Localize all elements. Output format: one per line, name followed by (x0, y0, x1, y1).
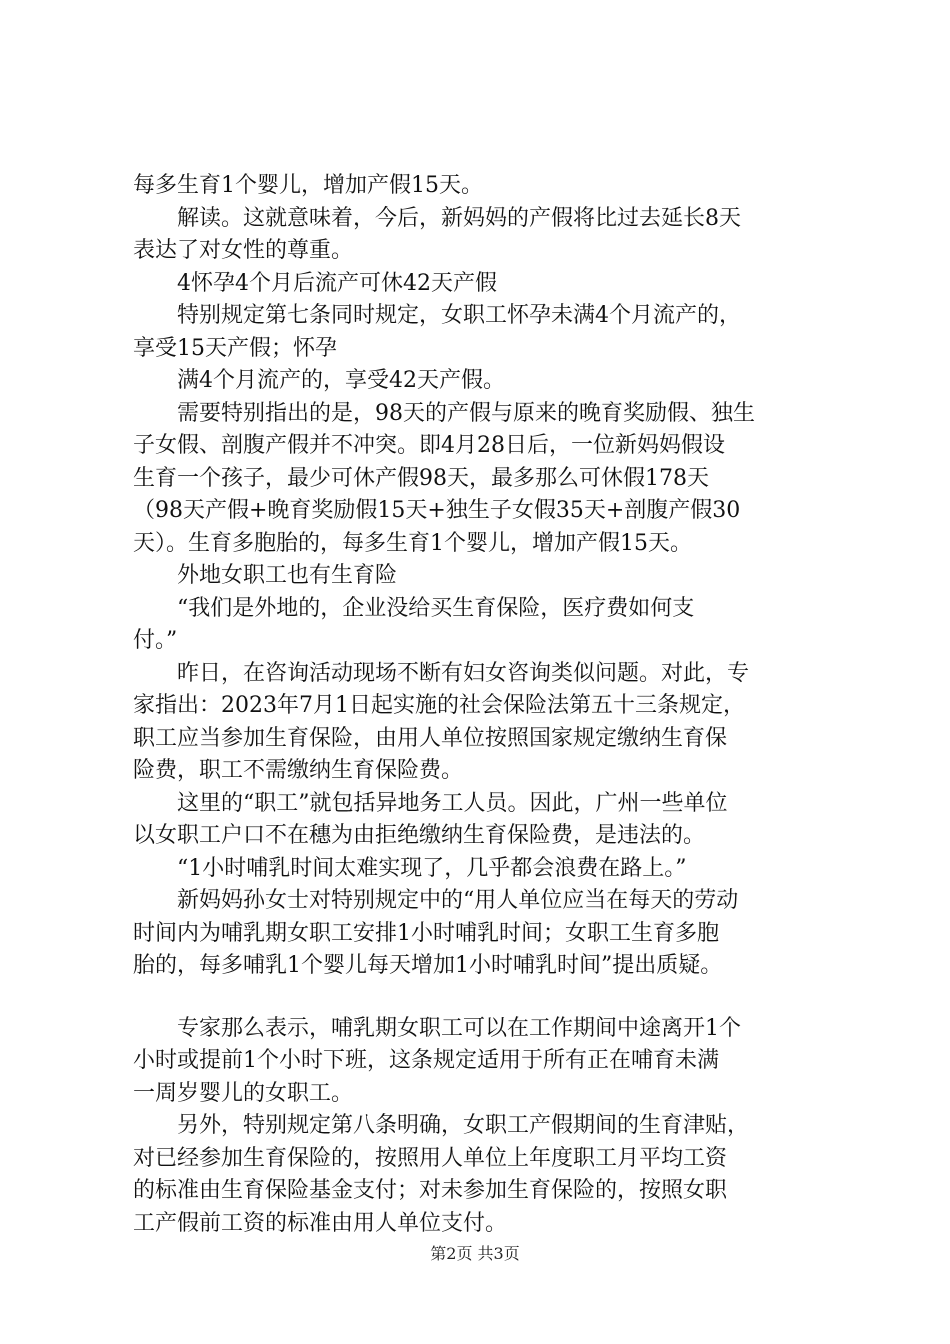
text-line: 工产假前工资的标准由用人单位支付。 (133, 1210, 508, 1236)
text-line: 表达了对女性的尊重。 (133, 238, 354, 263)
text-line: 特别规定第七条同时规定，女职工怀孕未满4个月流产的， (177, 303, 741, 328)
section-heading: 外地女职工也有生育险 (177, 563, 398, 588)
text-line: 需要特别指出的是，98天的产假与原来的晚育奖励假、独生 (177, 400, 755, 426)
text-line: “1小时哺乳时间太难实现了，几乎都会浪费在路上。” (177, 855, 687, 881)
text-line: 解读。这就意味着，今后，新妈妈的产假将比过去延长8天 (177, 205, 741, 231)
text-line: 子女假、剖腹产假并不冲突。即4月28日后，一位新妈妈假设 (133, 433, 725, 458)
text-line: 时间内为哺乳期女职工安排1小时哺乳时间；女职工生育多胞 (133, 920, 719, 946)
text-line: （98天产假+晚育奖励假15天+独生子女假35天+剖腹产假30 (133, 498, 741, 523)
text-line: 对已经参加生育保险的，按照用人单位上年度职工月平均工资 (133, 1145, 728, 1171)
text-line: 以女职工户口不在穗为由拒绝缴纳生育保险费，是违法的。 (133, 823, 706, 848)
text-line: 付。” (133, 628, 178, 653)
text-line: 昨日，在咨询活动现场不断有妇女咨询类似问题。对此，专 (177, 660, 750, 686)
text-line: 每多生育1个婴儿，增加产假15天。 (133, 173, 483, 198)
text-line: 另外，特别规定第八条明确，女职工产假期间的生育津贴， (177, 1113, 750, 1138)
text-line: 的标准由生育保险基金支付；对未参加生育保险的，按照女职 (133, 1178, 728, 1203)
text-line: 天）。生育多胞胎的，每多生育1个婴儿，增加产假15天。 (133, 530, 692, 556)
text-line: 胎的，每多哺乳1个婴儿每天增加1小时哺乳时间”提出质疑。 (133, 953, 723, 978)
text-line: 险费，职工不需缴纳生育保险费。 (133, 758, 464, 783)
text-line: 一周岁婴儿的女职工。 (133, 1080, 354, 1106)
section-heading: 4怀孕4个月后流产可休42天产假 (177, 270, 497, 296)
text-line: 生育一个孩子，最少可休产假98天，最多那么可休假178天 (133, 465, 709, 491)
text-line: 享受15天产假；怀孕 (133, 335, 337, 361)
document-body (133, 170, 838, 1240)
text-line: 新妈妈孙女士对特别规定中的“用人单位应当在每天的劳动 (177, 888, 739, 913)
text-line: 这里的“职工”就包括异地务工人员。因此，广州一些单位 (177, 790, 728, 816)
text-line: 家指出：2023年7月1日起实施的社会保险法第五十三条规定， (133, 693, 745, 718)
paragraph-gap (133, 983, 838, 1013)
text-line: 满4个月流产的，享受42天产假。 (177, 368, 505, 393)
text-line: 小时或提前1个小时下班，这条规定适用于所有正在哺育未满 (133, 1048, 719, 1073)
text-line: 专家那么表示，哺乳期女职工可以在工作期间中途离开1个 (177, 1015, 741, 1041)
text-line: “我们是外地的，企业没给买生育保险，医疗费如何支 (177, 595, 695, 621)
text-line: 职工应当参加生育保险，由用人单位按照国家规定缴纳生育保 (133, 725, 728, 751)
page-number-footer: 第2页 共3页 (430, 1244, 520, 1263)
